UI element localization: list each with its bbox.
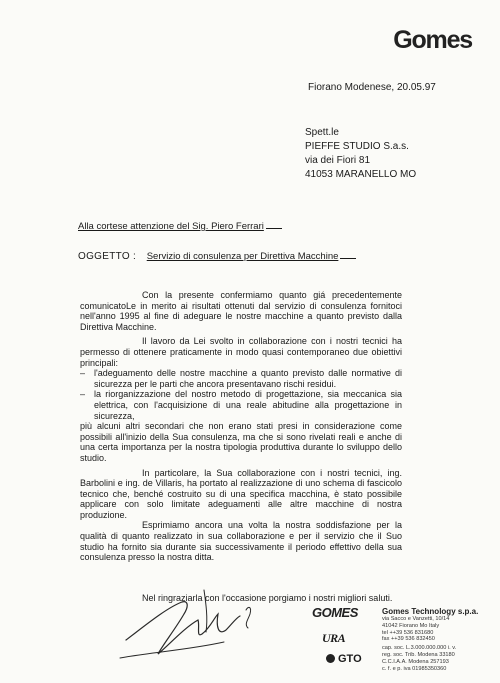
attention-text: Alla cortese attenzione del Sig. Piero Ferrari <box>78 221 264 232</box>
gto-logo <box>326 653 362 665</box>
company-details <box>382 607 478 672</box>
company-cciaa: C.C.I.A.A. Modena 257193 <box>382 658 449 665</box>
company-fax: fax ++39 536 832450 <box>382 636 435 643</box>
ura-logo: URA <box>322 631 346 645</box>
objectives-list <box>80 368 402 421</box>
gto-text: GTO <box>338 653 362 665</box>
body-paragraph-5: Esprimiamo ancora una volta la nostra soddisfazione per la qualità di quanto realizzato in sua collaborazione e per il servizio che il Suo studio ha fornito sia durante sia successivamente il periodo effettivo della sua consulenza presso la nostra ditta. <box>80 520 402 563</box>
recipient-address <box>305 126 416 182</box>
company-address-2: 41042 Fiorano Mo Italy <box>382 622 440 629</box>
handwritten-signature <box>118 584 268 664</box>
objective-item-1: – l'adeguamento delle nostre macchine a quanto previsto dalle normative di sicurezza per le parti che ancora presentavano rischi residui. <box>80 368 402 389</box>
body-paragraph-4: In particolare, la Sua collaborazione con i nostri tecnici, ing. Barbolini e ing. de Villaris, ha portato al realizzazione di uno schema di fascicolo tecnico che, benché costruito su di una specifica macchina, è stato possibile applicare con solo limitate adeguamenti alle altre macchine di nostra produzione. <box>80 467 402 520</box>
recipient-salutation: Spett.le <box>305 127 339 138</box>
subject-line <box>78 251 356 262</box>
gto-mark-icon <box>326 654 335 663</box>
body-paragraph-2: Il lavoro da Lei svolto in collaborazione con i nostri tecnici ha permesso di ottenere praticamente in modo quasi contemporaneo due obiettivi principali: <box>80 336 402 368</box>
company-tel: tel ++39 536 831680 <box>382 629 434 636</box>
attention-line <box>78 221 282 232</box>
company-cf: c. f. e p. iva 01985350360 <box>382 665 447 672</box>
subject-label: OGGETTO : <box>78 251 137 262</box>
company-address-1: via Sacco e Vanzetti, 10/14 <box>382 616 450 622</box>
body-paragraph-1: Con la presente confermiamo quanto giá precedentemente comunicatoLe in merito ai risultati ottenuti dal servizio di consulenza fornitoci nell'anno 1995 al fine di adeguare le nostre macchine a quanto previsto dalla Direttiva Macchine. <box>80 290 402 332</box>
recipient-name: PIEFFE STUDIO S.a.s. <box>305 141 409 152</box>
company-name: Gomes Technology s.p.a. <box>382 607 479 616</box>
company-cap-soc: cap. soc. L.3.000.000.000 i. v. <box>382 645 457 652</box>
company-reg-soc: reg. soc. Trib. Modena 33180 <box>382 651 455 658</box>
gomes-logo: Gomes <box>393 26 472 54</box>
attention-underline <box>266 228 282 229</box>
footer-gomes-logo: GOMES <box>312 605 358 620</box>
recipient-street: via dei Fiori 81 <box>305 155 371 166</box>
subject-underline <box>340 258 356 259</box>
objective-item-2: – la riorganizzazione del nostro metodo di progettazione, sia meccanica sia elettrica, con l'acquisizione di una reale abitudine alla progettazione in sicurezza, <box>80 389 402 421</box>
date-line: Fiorano Modenese, 20.05.97 <box>308 82 436 93</box>
closing-line: Nel ringraziarla con l'occasione porgiamo i nostri migliori saluti. <box>142 593 393 603</box>
letter-body <box>80 290 402 563</box>
recipient-city: 41053 MARANELLO MO <box>305 169 417 180</box>
subject-text: Servizio di consulenza per Direttiva Macchine <box>146 251 339 262</box>
body-paragraph-3: più alcuni altri secondari che non erano stati presi in considerazione come possibili all'inizio della Sua consulenza, ma che si sono rivelati reali e anche di una certa importanza per la nostra tipologia produttiva durante lo sviluppo dello studio. <box>80 421 402 463</box>
